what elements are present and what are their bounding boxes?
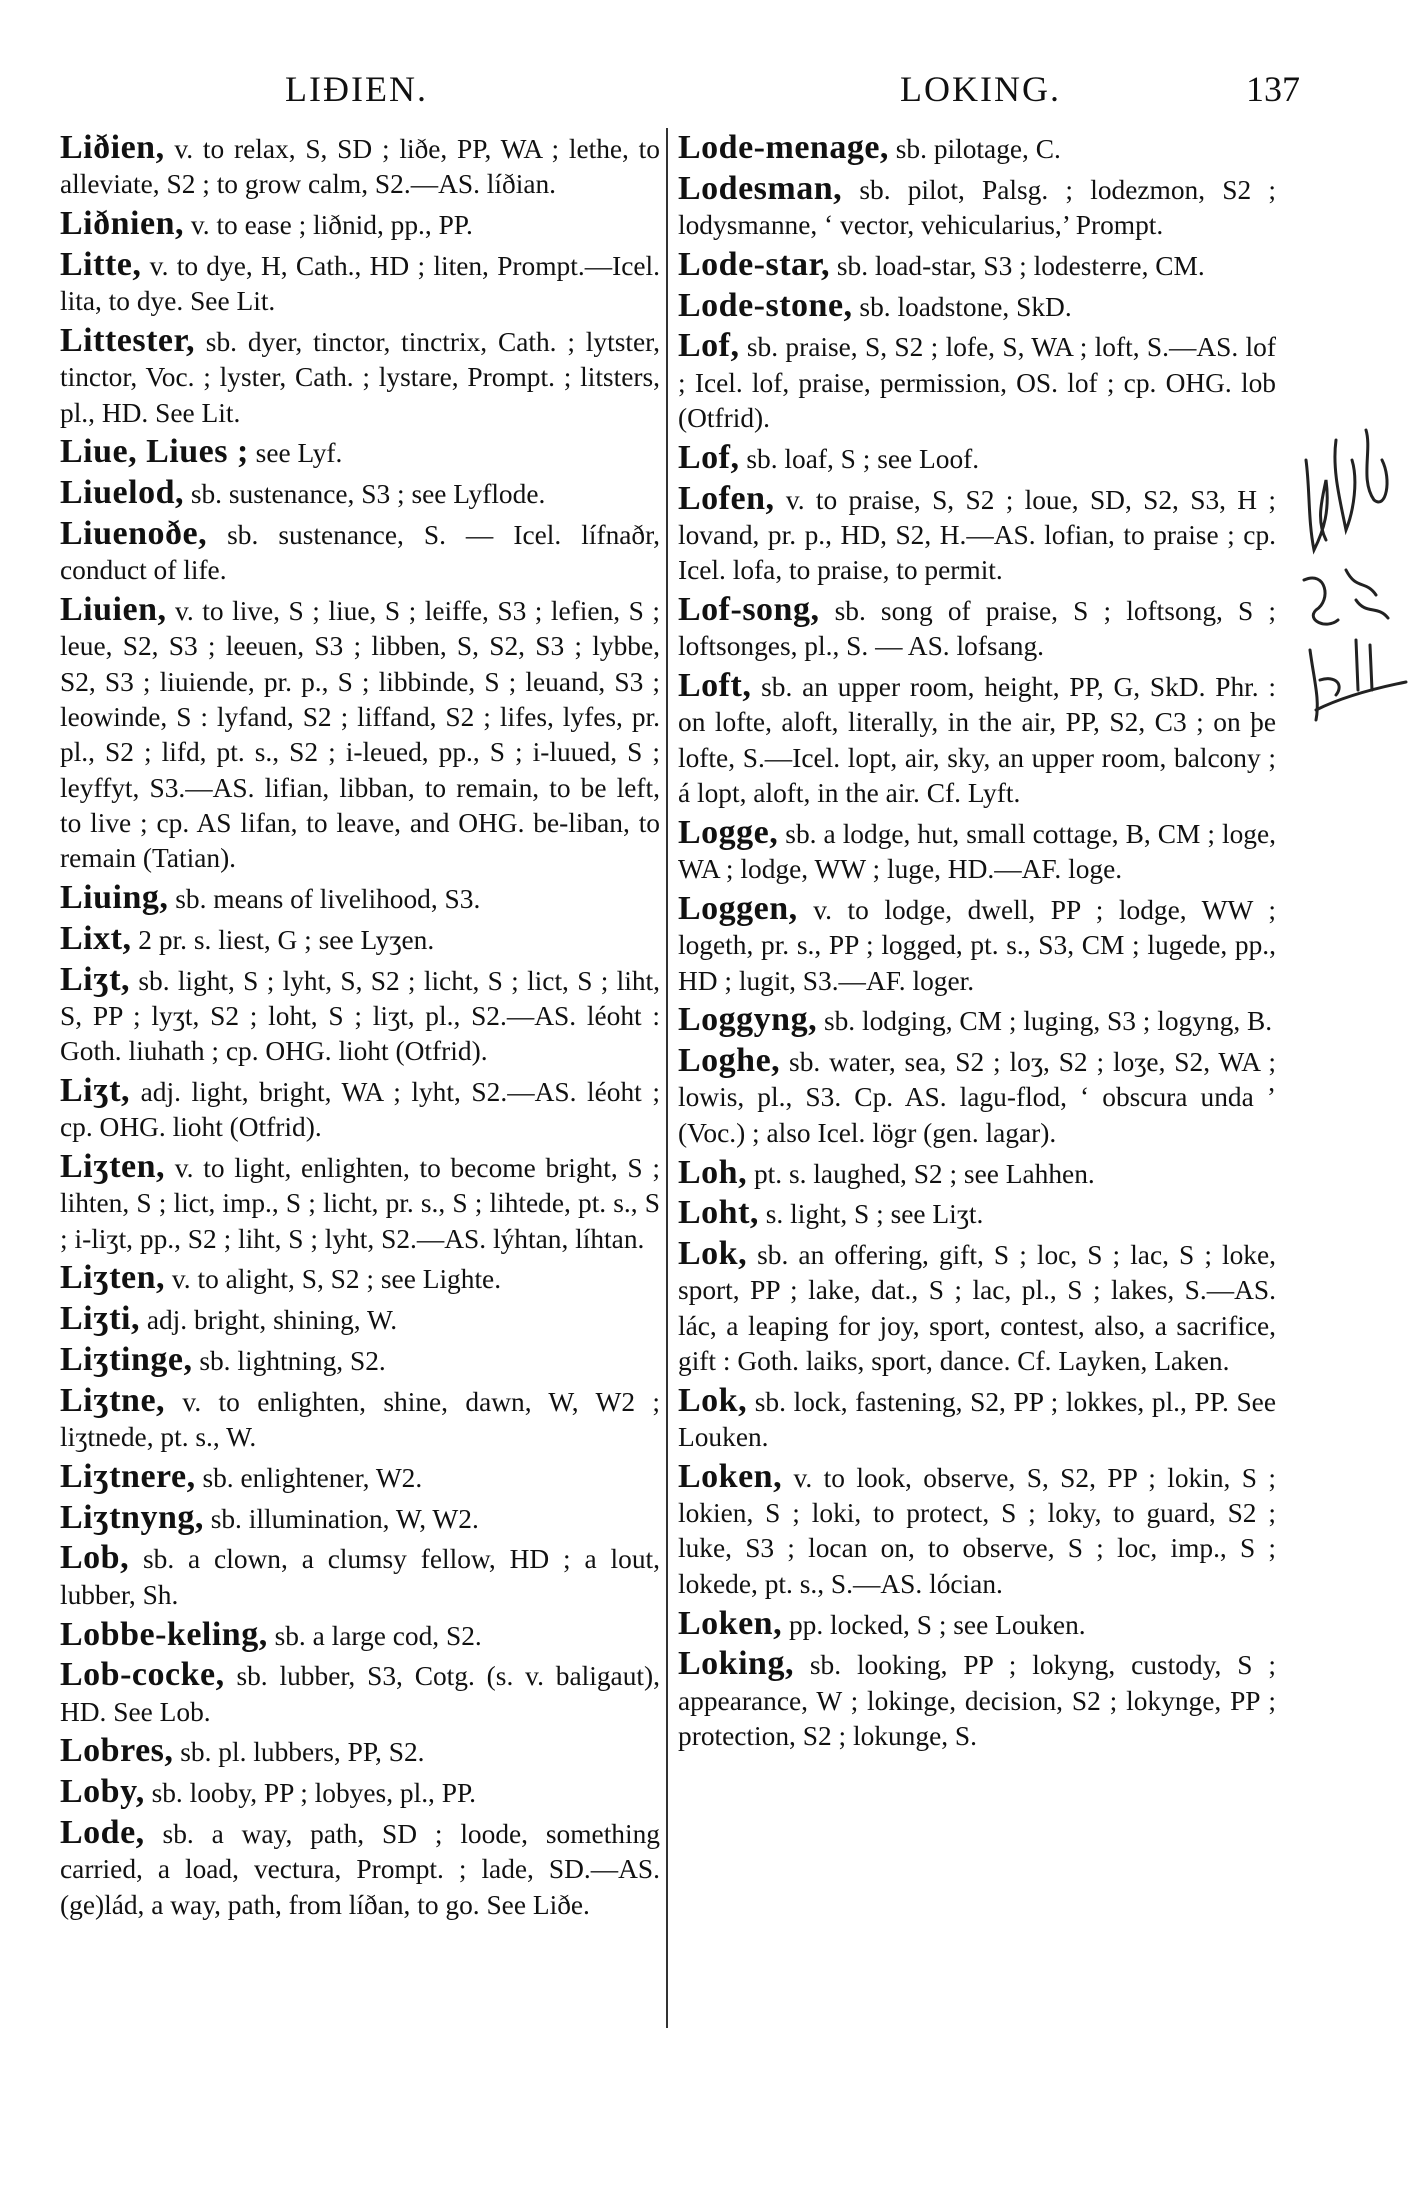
dictionary-entry (678, 1606, 1276, 1643)
definition: v. to light, enlighten, to become bright, S ; lihten, S ; lict, imp., S ; licht, pr. s., S ; lihtede, pt. s., S ; i-liʒt, pp., S2 ; liht, S ; lyht, S2.—AS. lýhtan, líhtan. (60, 1153, 660, 1254)
headword: Lodesman, (678, 169, 843, 207)
headword: Lode-star, (678, 245, 831, 283)
dictionary-entry (60, 475, 660, 512)
definition: sb. water, sea, S2 ; loʒ, S2 ; loʒe, S2, WA ; lowis, pl., S3. Cp. AS. lagu-flod, ‘ obscura unda ’ (Voc.) ; also Icel. lögr (gen. lagar). (678, 1047, 1276, 1148)
definition: sb. loaf, S ; see Loof. (739, 443, 980, 474)
dictionary-entry (678, 1646, 1276, 1754)
dictionary-entry (678, 891, 1276, 999)
dictionary-entry (678, 247, 1276, 284)
dictionary-entry (60, 130, 660, 203)
dictionary-entry (60, 1149, 660, 1257)
definition: sb. loadstone, SkD. (852, 291, 1072, 322)
headword: Loht, (678, 1194, 759, 1232)
headword: Liðien, (60, 129, 165, 166)
definition: pp. locked, S ; see Louken. (782, 1609, 1086, 1640)
handwritten-margin-note (1296, 420, 1414, 730)
headword: Liʒten, (60, 1259, 166, 1297)
definition: sb. dyer, tinctor, tinctrix, Cath. ; lytster, tinctor, Voc. ; lyster, Cath. ; lystare, Prompt. ; litsters, pl., HD. See Lit. (60, 326, 660, 428)
definition: sb. means of livelihood, S3. (168, 883, 481, 914)
definition: sb. illumination, W, W2. (203, 1503, 479, 1534)
definition: sb. sustenance, S3 ; see Lyflode. (183, 479, 546, 510)
definition: sb. enlightener, W2. (195, 1462, 423, 1493)
dictionary-entry (60, 247, 660, 320)
dictionary-entry (60, 323, 660, 431)
dictionary-entry (60, 1540, 660, 1613)
definition: adj. bright, shining, W. (139, 1305, 398, 1336)
headword: Littester, (60, 321, 195, 359)
running-head-left: LIÐIEN. (285, 69, 428, 109)
definition: 2 pr. s. liest, G ; see Lyʒen. (131, 924, 435, 955)
headword: Liʒtinge, (60, 1341, 193, 1378)
dictionary-entry (60, 1815, 660, 1923)
dictionary-entry (60, 592, 660, 876)
definition: sb. lock, fastening, S2, PP ; lokkes, pl., PP. See Louken. (678, 1386, 1276, 1453)
headword: Lofen, (678, 479, 775, 517)
headword: Loh, (678, 1153, 748, 1191)
dictionary-entry (60, 1383, 660, 1456)
definition: sb. sustenance, S. — Icel. lífnaðr, conduct of life. (60, 519, 660, 586)
definition: v. to ease ; liðnid, pp., PP. (183, 210, 473, 241)
headword: Loft, (678, 667, 752, 705)
dictionary-entry (678, 1383, 1276, 1456)
headword: Lok, (678, 1235, 748, 1273)
dictionary-entry (678, 1002, 1276, 1039)
dictionary-entry (678, 1155, 1276, 1192)
headword: Liʒti, (60, 1300, 140, 1338)
headword: Lixt, (60, 919, 132, 957)
dictionary-entry (678, 171, 1276, 244)
dictionary-entry (60, 1301, 660, 1338)
headword: Loken, (678, 1457, 783, 1495)
definition: sb. load-star, S3 ; lodesterre, CM. (830, 250, 1205, 281)
headword: Lobbe-keling, (60, 1615, 268, 1653)
definition: sb. lodging, CM ; luging, S3 ; logyng, B. (817, 1006, 1273, 1037)
dictionary-entry (60, 880, 660, 917)
definition: sb. a way, path, SD ; loode, something carried, a load, vectura, Prompt. ; lade, SD.—AS. (ge)lád, a way, path, from líðan, to go. See Liðe. (60, 1819, 660, 1920)
headword: Liuien, (60, 591, 167, 629)
dictionary-entry (60, 206, 660, 243)
dictionary-entry (678, 668, 1276, 811)
dictionary-entry (60, 1260, 660, 1297)
definition: sb. song of praise, S ; loftsong, S ; loftsonges, pl., S. — AS. lofsang. (678, 596, 1276, 662)
definition: v. to praise, S, S2 ; loue, SD, S2, S3, H ; lovand, pr. p., HD, S2, H.—AS. lofian, to praise ; cp. Icel. lofa, to praise, to permit. (678, 484, 1276, 586)
definition: sb. lubber, S3, Cotg. (s. v. baligaut), HD. See Lob. (60, 1661, 660, 1727)
headword: Liʒt, (60, 960, 131, 998)
definition: sb. light, S ; lyht, S, S2 ; licht, S ; lict, S ; liht, S, PP ; lyʒt, S2 ; loht, S ; liʒt, pl., S2.—AS. léoht : Goth. liuhath ; cp. OHG. lioht (Otfrid). (60, 965, 660, 1067)
definition: sb. pl. lubbers, PP, S2. (173, 1737, 425, 1768)
dictionary-entry (678, 1043, 1276, 1151)
left-column (60, 130, 660, 1926)
definition: sb. an offering, gift, S ; loc, S ; lac, S ; loke, sport, PP ; lake, dat., S ; lac, pl., S ; lakes, S.—AS. lác, a leaping for joy, sport, contest, also, a sacrifice, gift : Goth. laiks, sport, dance. Cf. Layken, Laken. (678, 1240, 1276, 1376)
headword: Lof-song, (678, 591, 820, 629)
definition: pt. s. laughed, S2 ; see Lahhen. (747, 1158, 1095, 1189)
headword: Loggen, (678, 889, 798, 927)
headword: Lob-cocke, (60, 1656, 225, 1694)
definition: sb. pilotage, C. (888, 134, 1061, 164)
headword: Liʒten, (60, 1148, 166, 1186)
definition: sb. an upper room, height, PP, G, SkD. Phr. : on lofte, aloft, literally, in the air, PP, S2, C3 ; on þe lofte, S.—Icel. lopt, air, sky, an upper room, balcony ; á lopt, aloft, in the air. Cf. Lyft. (678, 672, 1276, 809)
headword: Loggyng, (678, 1001, 818, 1039)
headword: Loken, (678, 1604, 783, 1642)
dictionary-entry (60, 516, 660, 589)
dictionary-entry (60, 434, 660, 471)
definition: sb. pilot, Palsg. ; lodezmon, S2 ; lodysmanne, ‘ vector, vehicularius,’ Prompt. (678, 174, 1276, 241)
dictionary-entry (678, 328, 1276, 436)
dictionary-entry (60, 962, 660, 1070)
right-column (678, 130, 1276, 1758)
definition: see Lyf. (248, 438, 343, 469)
definition: s. light, S ; see Liʒt. (758, 1199, 984, 1230)
definition: v. to live, S ; liue, S ; leiffe, S3 ; lefien, S ; leue, S2, S3 ; leeuen, S3 ; libben, S, S2, S3 ; lybbe, S2, S3 ; liuiende, pr. p., S ; libbinde, S ; leuand, S3 ; leowinde, S : lyfand, S2 ; liffand, S2 ; lifes, lyfes, pr. pl., S2 ; lifd, pt. s., S2 ; i-leued, pp., S ; i-luued, S ; leyffyt, S3.—AS. lifian, libban, to remain, to be left, to live ; cp. AS lifan, to leave, and OHG. be-liban, to remain (Tatian). (60, 596, 660, 874)
dictionary-entry (60, 1733, 660, 1770)
dictionary-entry (678, 288, 1276, 325)
headword: Loghe, (678, 1042, 781, 1080)
column-divider (666, 128, 668, 2028)
headword: Liuing, (60, 878, 169, 916)
headword: Liʒtne, (60, 1381, 166, 1419)
headword: Litte, (60, 245, 142, 283)
dictionary-entry (678, 130, 1276, 167)
definition: v. to relax, S, SD ; liðe, PP, WA ; lethe, to alleviate, S2 ; to grow calm, S2.—AS. líðian. (60, 134, 660, 200)
definition: sb. praise, S, S2 ; lofe, S, WA ; loft, S.—AS. lof ; Icel. lof, praise, permission, OS. lof ; cp. OHG. lob (Otfrid). (678, 332, 1276, 434)
headword: Liðnien, (60, 205, 184, 243)
definition: sb. lightning, S2. (192, 1346, 386, 1376)
headword: Lok, (678, 1381, 748, 1419)
dictionary-entry (60, 1774, 660, 1811)
dictionary-entry (678, 440, 1276, 477)
headword: Lobres, (60, 1732, 174, 1770)
headword: Liue, Liues ; (60, 433, 249, 471)
headword: Liuelod, (60, 474, 184, 512)
definition: sb. a lodge, hut, small cottage, B, CM ; loge, WA ; lodge, WW ; luge, HD.—AF. loge. (678, 818, 1276, 885)
definition: v. to lodge, dwell, PP ; lodge, WW ; logeth, pr. s., PP ; logged, pt. s., S3, CM ; lugede, pp., HD ; lugit, S3.—AF. loger. (678, 894, 1276, 996)
headword: Logge, (678, 813, 779, 851)
headword: Loby, (60, 1773, 145, 1811)
headword: Lof, (678, 327, 740, 365)
dictionary-entry (60, 1073, 660, 1146)
dictionary-entry (678, 1459, 1276, 1602)
definition: sb. a clown, a clumsy fellow, HD ; a lout, lubber, Sh. (60, 1544, 660, 1610)
definition: v. to enlighten, shine, dawn, W, W2 ; liʒtnede, pt. s., W. (60, 1386, 660, 1453)
dictionary-entry (678, 481, 1276, 589)
dictionary-entry (678, 1195, 1276, 1232)
definition: sb. looby, PP ; lobyes, pl., PP. (144, 1778, 477, 1809)
dictionary-entry (60, 921, 660, 958)
headword: Liʒtnere, (60, 1457, 196, 1495)
headword: Lode-menage, (678, 129, 889, 166)
headword: Loking, (678, 1645, 794, 1683)
dictionary-entry (60, 1459, 660, 1496)
page-header (60, 68, 1300, 118)
definition: v. to look, observe, S, S2, PP ; lokin, S ; lokien, S ; loki, to protect, S ; loky, to guard, S2 ; luke, S3 ; locan on, to observe, S ; loc, imp., S ; lokede, pt. s., S.—AS. lócian. (678, 1462, 1276, 1599)
dictionary-entry (678, 815, 1276, 888)
dictionary-entry (678, 1236, 1276, 1379)
headword: Lof, (678, 438, 740, 476)
headword: Liuenoðe, (60, 514, 208, 552)
definition: v. to alight, S, S2 ; see Lighte. (165, 1264, 502, 1295)
page-number: 137 (1246, 69, 1300, 109)
headword: Liʒtnyng, (60, 1498, 204, 1536)
headword: Lode, (60, 1814, 145, 1852)
definition: adj. light, bright, WA ; lyht, S2.—AS. léoht ; cp. OHG. lioht (Otfrid). (60, 1076, 660, 1143)
running-head-right: LOKING. (900, 69, 1061, 109)
headword: Liʒt, (60, 1071, 131, 1109)
dictionary-entry (60, 1342, 660, 1379)
headword: Lode-stone, (678, 286, 853, 324)
headword: Lob, (60, 1539, 130, 1577)
dictionary-entry (678, 592, 1276, 665)
dictionary-entry (60, 1657, 660, 1730)
definition: v. to dye, H, Cath., HD ; liten, Prompt.—Icel. lita, to dye. See Lit. (60, 250, 660, 317)
definition: sb. looking, PP ; lokyng, custody, S ; appearance, W ; lokinge, decision, S2 ; lokynge, PP ; protection, S2 ; lokunge, S. (678, 1650, 1276, 1751)
definition: sb. a large cod, S2. (267, 1620, 482, 1651)
dictionary-entry (60, 1617, 660, 1654)
dictionary-entry (60, 1500, 660, 1537)
